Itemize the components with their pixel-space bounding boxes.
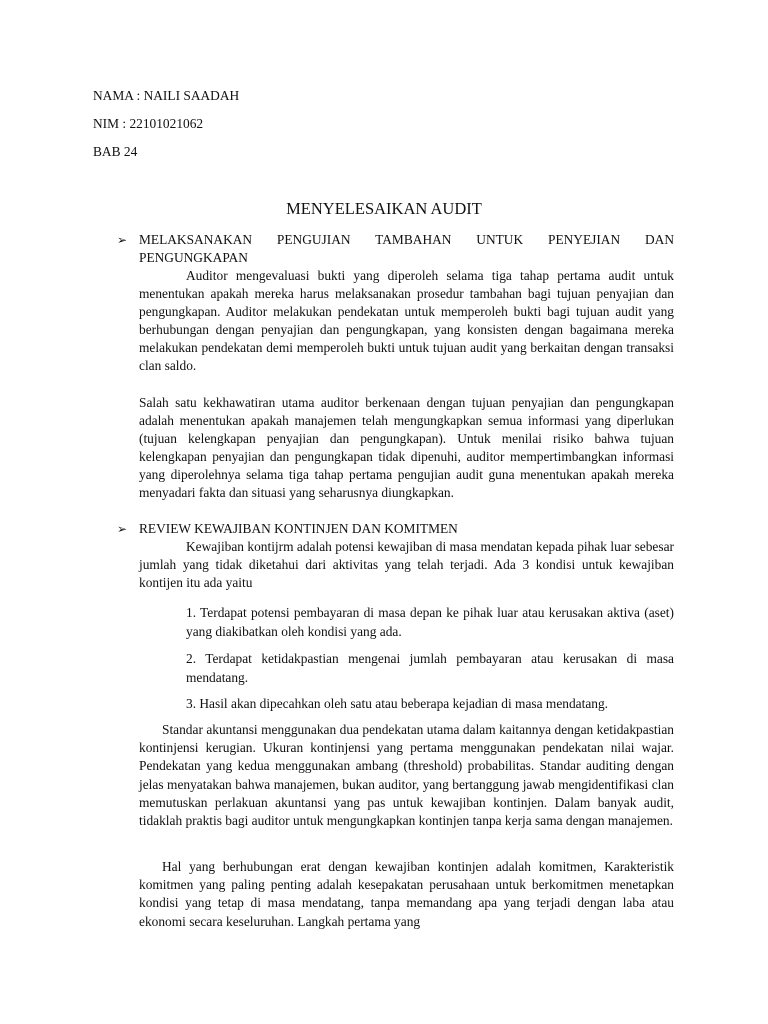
paragraph: Salah satu kekhawatiran utama auditor berkenaan dengan tujuan penyajian dan pengungkapan adalah menentukan apakah manajemen telah mengungkapkan semua informasi yang diperlukan (tujuan kelengkapan penyajian dan pengungkapan). Untuk menilai risiko bahwa tujuan kelengkapan penyajian dan pengungkapan tidak dipenuhi, auditor mempertimbangkan informasi yang diperolehnya selama tiga tahap pertama pengujian audit guna menentukan apakah mereka menyadari fakta dan situasi yang seharusnya diungkapkan. bbox=[139, 395, 674, 500]
student-name: NAMA : NAILI SAADAH bbox=[93, 88, 240, 103]
arrow-bullet-icon: ➢ bbox=[117, 233, 128, 247]
list-item: 3. Hasil akan dipecahkan oleh satu atau beberapa kejadian di masa mendatang. bbox=[186, 696, 609, 711]
list-item: 1. Terdapat potensi pembayaran di masa depan ke pihak luar atau kerusakan aktiva (aset) yang diakibatkan oleh kondisi yang ada. bbox=[186, 605, 674, 639]
arrow-bullet-icon: ➢ bbox=[117, 522, 128, 536]
paragraph: Standar akuntansi menggunakan dua pendekatan utama dalam kaitannya dengan ketidakpastian kontinjensi kerugian. Ukuran kontinjensi yang pertama menggunakan pendekatan nilai wajar. Pendekatan yang kedua menggunakan ambang (threshold) probabilitas. Standar auditing dengan jelas menyatakan bahwa manajemen, bukan auditor, yang bertanggung jawab mengidentifikasi clan memutuskan perlakuan akuntansi yang pas untuk kewajiban kontinjen. Dalam banyak audit, tidaklah praktis bagi auditor untuk mengungkapkan kontinjen tanpa kerja sama dengan manajemen. bbox=[139, 722, 674, 829]
paragraph: Hal yang berhubungan erat dengan kewajiban kontinjen adalah komitmen, Karakteristik komitmen yang paling penting adalah kesepakatan perusahaan untuk berkomitmen menetapkan kondisi yang tetap di masa mendatang, tanpa memandang apa yang terjadi dengan laba atau ekonomi secara keseluruhan. Langkah pertama yang bbox=[139, 859, 674, 929]
paragraph: Kewajiban kontijrm adalah potensi kewajiban di masa mendatan kepada pihak luar sebesar jumlah yang tidak diketahui dari aktivitas yang telah terjadi. Ada 3 kondisi untuk kewajiban kontijen itu ada yaitu bbox=[139, 539, 674, 590]
document-title: MENYELESAIKAN AUDIT bbox=[286, 199, 482, 218]
paragraph: Auditor mengevaluasi bukti yang diperoleh selama tiga tahap pertama audit untuk menentukan apakah mereka harus melaksanakan prosedur tambahan bagi tujuan penyajian dan pengungkapan. Auditor melakukan pendekatan untuk memperoleh bukti bagi tujuan audit yang berhubungan dengan penyajian dan pengungkapan, yang konsisten dengan bagaimana mereka melakukan pendekatan demi memperoleh bukti untuk tujuan audit yang berkaitan dengan transaksi clan saldo. bbox=[139, 268, 674, 373]
chapter-label: BAB 24 bbox=[93, 144, 138, 159]
student-id: NIM : 22101021062 bbox=[93, 116, 204, 131]
section-heading bbox=[117, 231, 674, 267]
section-heading-text: MELAKSANAKAN PENGUJIAN TAMBAHAN UNTUK PENYEJIAN DAN PENGUNGKAPAN bbox=[139, 232, 674, 265]
section-heading bbox=[117, 520, 674, 538]
section-heading-text: REVIEW KEWAJIBAN KONTINJEN DAN KOMITMEN bbox=[139, 521, 458, 536]
list-item: 2. Terdapat ketidakpastian mengenai jumlah pembayaran atau kerusakan di masa mendatang. bbox=[186, 651, 674, 685]
